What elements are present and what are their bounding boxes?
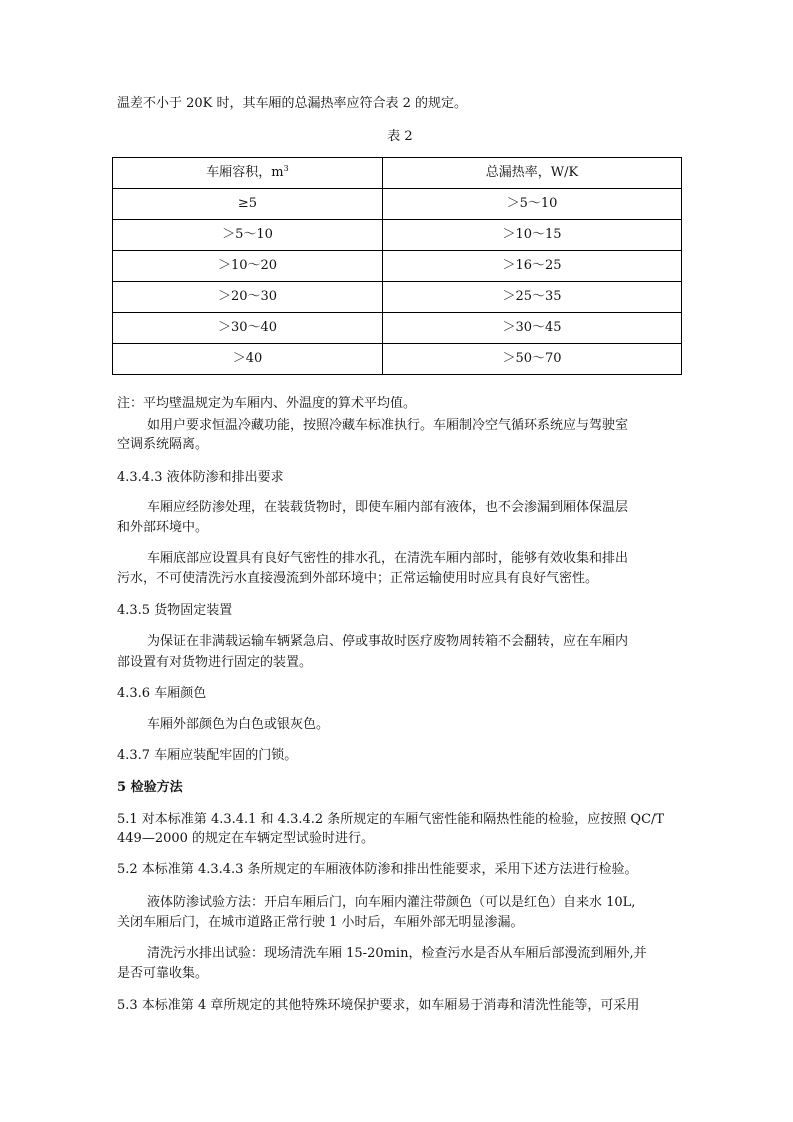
paragraph-line: 5.2 本标准第 4.3.4.3 条所规定的车厢液体防渗和排出性能要求，采用下述方法进行检验。 bbox=[117, 862, 638, 877]
intro-paragraph: 温差不小于 20K 时，其车厢的总漏热率应符合表 2 的规定。 bbox=[117, 96, 468, 111]
paragraph-line: 车厢应经防渗处理，在装载货物时，即使车厢内部有液体，也不会渗漏到厢体保温层 bbox=[147, 500, 629, 515]
paragraph-line: 清洗污水排出试验：现场清洗车厢 15-20min，检查污水是否从车厢后部漫流到厢外,并 bbox=[147, 946, 647, 961]
table-row bbox=[113, 313, 682, 344]
paragraph-line: 和外部环境中。 bbox=[117, 520, 209, 535]
cell-volume: ＞10～20 bbox=[113, 251, 383, 282]
table-row bbox=[113, 189, 682, 220]
table-row bbox=[113, 344, 682, 375]
cell-heat-leak: ＞30～45 bbox=[383, 313, 682, 344]
paragraph-line: 是否可靠收集。 bbox=[117, 966, 209, 981]
paragraph-line: 液体防渗试验方法：开启车厢后门，向车厢内灌注带颜色（可以是红色）自来水 10L, bbox=[147, 895, 636, 910]
paragraph-line: 为保证在非满载运输车辆紧急启、停或事故时医疗废物周转箱不会翻转，应在车厢内 bbox=[147, 634, 629, 649]
section-5-heading: 5 检验方法 bbox=[117, 780, 183, 795]
table-row bbox=[113, 220, 682, 251]
paragraph-line: 关闭车厢后门，在城市道路正常行驶 1 小时后，车厢外部无明显渗漏。 bbox=[117, 915, 524, 930]
cell-heat-leak: ＞50～70 bbox=[383, 344, 682, 375]
table-caption: 表 2 bbox=[387, 129, 413, 144]
cell-heat-leak: ＞25～35 bbox=[383, 282, 682, 313]
paragraph-line: 部设置有对货物进行固定的装置。 bbox=[117, 655, 313, 670]
cell-volume: ＞30～40 bbox=[113, 313, 383, 344]
paragraph-line: 5.1 对本标准第 4.3.4.1 和 4.3.4.2 条所规定的车厢气密性能和隔热性能的检验，应按照 QC/T bbox=[117, 812, 665, 827]
heat-leak-table bbox=[112, 157, 682, 375]
cell-volume: ＞20～30 bbox=[113, 282, 383, 313]
note-paragraph-line: 空调系统隔离。 bbox=[117, 437, 209, 452]
header-volume-superscript: 3 bbox=[283, 164, 289, 173]
cell-heat-leak: ＞10～15 bbox=[383, 220, 682, 251]
section-4-3-4-3-heading: 4.3.4.3 液体防渗和排出要求 bbox=[117, 470, 284, 485]
header-heat-leak: 总漏热率，W/K bbox=[383, 158, 682, 189]
paragraph-line: 449—2000 的规定在车辆定型试验时进行。 bbox=[117, 831, 375, 846]
table-header-row bbox=[113, 158, 682, 189]
cell-volume: ＞5～10 bbox=[113, 220, 383, 251]
header-volume-label: 车厢容积，m bbox=[206, 165, 284, 180]
note-line: 注：平均壁温规定为车厢内、外温度的算术平均值。 bbox=[117, 396, 417, 411]
table-row bbox=[113, 251, 682, 282]
paragraph-line: 5.3 本标准第 4 章所规定的其他特殊环境保护要求，如车厢易于消毒和清洗性能等，可采用 bbox=[117, 998, 640, 1013]
section-4-3-5-heading: 4.3.5 货物固定装置 bbox=[117, 603, 233, 618]
section-4-3-7-heading: 4.3.7 车厢应装配牢固的门锁。 bbox=[117, 748, 298, 763]
section-4-3-6-heading: 4.3.6 车厢颜色 bbox=[117, 686, 207, 701]
cell-volume: ＞40 bbox=[113, 344, 383, 375]
paragraph-line: 污水，不可使清洗污水直接漫流到外部环境中；正常运输使用时应具有良好气密性。 bbox=[117, 571, 599, 586]
header-volume bbox=[113, 158, 383, 189]
paragraph-line: 车厢外部颜色为白色或银灰色。 bbox=[147, 717, 330, 732]
cell-heat-leak: ＞16～25 bbox=[383, 251, 682, 282]
cell-volume: ≥5 bbox=[113, 189, 383, 220]
paragraph-line: 车厢底部应设置具有良好气密性的排水孔，在清洗车厢内部时，能够有效收集和排出 bbox=[147, 551, 629, 566]
cell-heat-leak: ＞5～10 bbox=[383, 189, 682, 220]
table-row bbox=[113, 282, 682, 313]
note-paragraph-line: 如用户要求恒温冷藏功能，按照冷藏车标准执行。车厢制冷空气循环系统应与驾驶室 bbox=[147, 418, 629, 433]
